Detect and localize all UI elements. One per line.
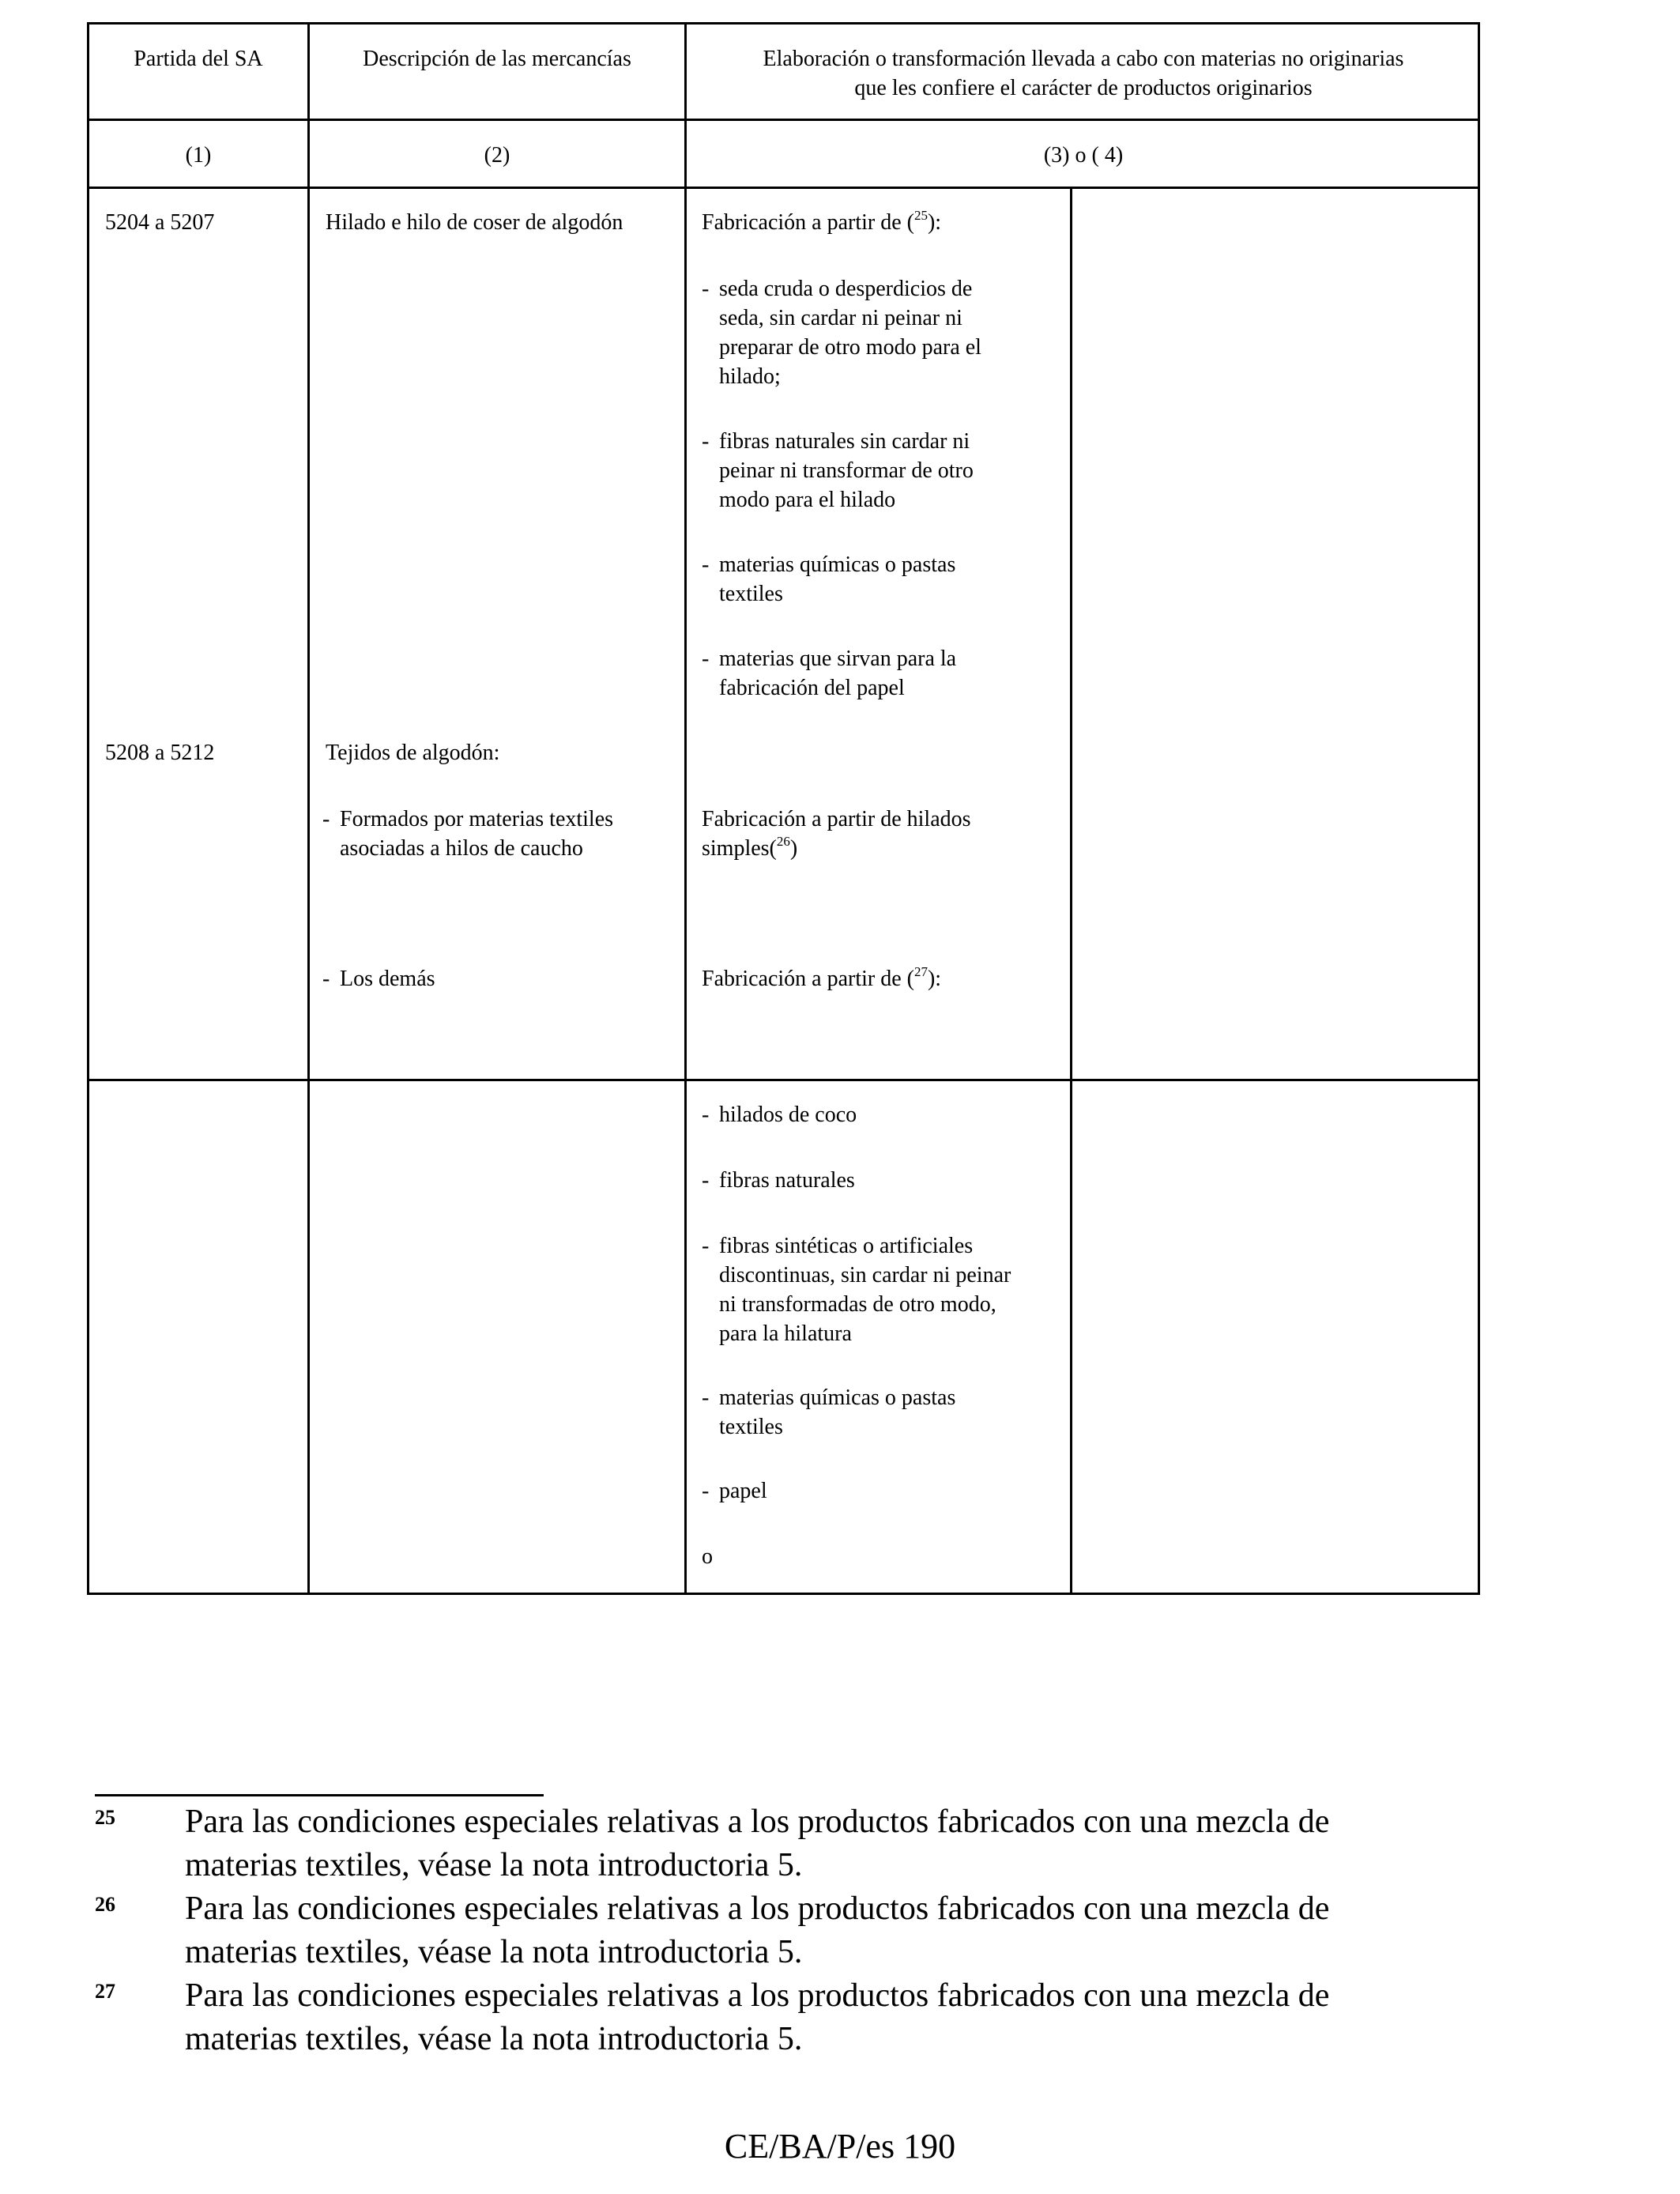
description-woven-fabrics: Tejidos de algodón:	[326, 741, 500, 765]
list-dash: -	[702, 552, 710, 577]
list-item	[322, 964, 435, 993]
list-item-line: fibras naturales	[719, 1168, 855, 1193]
list-item	[702, 1166, 855, 1195]
footnote-separator	[95, 1794, 544, 1796]
list-item-line: discontinuas, sin cardar ni peinar	[719, 1263, 1011, 1287]
header-processing-line1: Elaboración o transformación llevada a cabo con materias no originarias	[763, 47, 1404, 71]
list-item	[702, 274, 981, 391]
list-dash: -	[702, 1479, 710, 1503]
processing-rule-1	[702, 208, 941, 237]
list-item-line: Formados por materias textiles	[340, 807, 614, 831]
subheader-col1: (1)	[185, 143, 212, 168]
list-item-line: Los demás	[340, 967, 435, 991]
list-item	[702, 427, 974, 515]
processing-rule-2-end: )	[789, 836, 798, 861]
list-item-line: textiles	[719, 582, 783, 606]
hs-code-5204: 5204 a 5207	[105, 210, 215, 235]
list-item-line: asociadas a hilos de caucho	[340, 836, 583, 861]
list-dash: -	[322, 807, 330, 831]
list-item-line: papel	[719, 1479, 767, 1503]
processing-rule-3-text: Fabricación a partir de (	[702, 967, 914, 991]
table-rule	[87, 1079, 1480, 1081]
table-rule	[684, 22, 687, 1595]
table-rule	[307, 22, 310, 1595]
list-item-line: hilado;	[719, 364, 781, 389]
list-dash: -	[702, 1103, 710, 1127]
header-processing	[687, 44, 1480, 103]
subheader-col34: (3) o ( 4)	[1043, 143, 1124, 168]
footnote-line: Para las condiciones especiales relativas a los productos fabricados con una mezcla de	[185, 1804, 1330, 1840]
list-item-line: materias químicas o pastas	[719, 1385, 956, 1410]
list-item	[702, 1100, 857, 1129]
list-item-line: fibras sintéticas o artificiales	[719, 1234, 974, 1258]
list-item-line: modo para el hilado	[719, 488, 896, 512]
footnote-line: materias textiles, véase la nota introductoria 5.	[185, 1847, 803, 1883]
list-item-line: fabricación del papel	[719, 676, 905, 700]
list-item-line: fibras naturales sin cardar ni	[719, 429, 970, 454]
hs-code-5208: 5208 a 5212	[105, 741, 215, 765]
header-processing-line2: que les confiere el carácter de productos originarios	[854, 76, 1313, 100]
footnote-text	[185, 1974, 1489, 2061]
list-item-line: seda, sin cardar ni peinar ni	[719, 306, 962, 330]
list-dash: -	[702, 1234, 710, 1258]
footnote-text	[185, 1800, 1489, 1887]
footnote-line: Para las condiciones especiales relativas a los productos fabricados con una mezcla de	[185, 1977, 1330, 2014]
header-hs-heading: Partida del SA	[134, 47, 263, 71]
processing-rule-3	[702, 964, 941, 993]
processing-rule-1-end: ):	[927, 210, 942, 235]
footnote-ref-25: 25	[913, 208, 928, 223]
page-footer-reference: CE/BA/P/es 190	[724, 2127, 956, 2166]
table-rule	[1070, 187, 1072, 1595]
list-item-line: textiles	[719, 1415, 783, 1439]
list-item-line: materias químicas o pastas	[719, 552, 956, 577]
list-item-line: peinar ni transformar de otro	[719, 458, 974, 483]
footnote-number: 27	[95, 1980, 115, 2003]
list-item-line: preparar de otro modo para el	[719, 335, 981, 360]
list-item-line: ni transformadas de otro modo,	[719, 1292, 996, 1317]
footnote-ref-26: 26	[776, 834, 790, 849]
description-yarn: Hilado e hilo de coser de algodón	[326, 210, 623, 235]
processing-rule-2	[702, 805, 971, 863]
header-description: Descripción de las mercancías	[363, 47, 631, 71]
table-rule	[87, 187, 1480, 189]
list-dash: -	[702, 1385, 710, 1410]
list-item-line: materias que sirvan para la	[719, 647, 957, 671]
list-dash: -	[322, 967, 330, 991]
list-dash: -	[702, 277, 710, 301]
footnote-ref-27: 27	[913, 964, 928, 979]
list-dash: -	[702, 429, 710, 454]
list-item	[702, 550, 955, 609]
list-item	[702, 1476, 767, 1506]
list-item-line: seda cruda o desperdicios de	[719, 277, 973, 301]
alternative-or: o	[702, 1544, 713, 1569]
list-item	[322, 805, 613, 863]
list-item	[702, 644, 956, 703]
footnote-number: 26	[95, 1893, 115, 1916]
footnote-text	[185, 1887, 1489, 1974]
footnote-line: materias textiles, véase la nota introductoria 5.	[185, 2021, 803, 2057]
list-item	[702, 1383, 955, 1442]
list-item-line: para la hilatura	[719, 1321, 852, 1346]
processing-rule-3-end: ):	[927, 967, 942, 991]
footnote-number: 25	[95, 1806, 115, 1829]
processing-rule-1-text: Fabricación a partir de (	[702, 210, 914, 235]
processing-rule-2-text: simples(	[702, 836, 777, 861]
footnote-line: Para las condiciones especiales relativas a los productos fabricados con una mezcla de	[185, 1891, 1330, 1927]
table-rule	[87, 119, 1480, 121]
footnote-line: materias textiles, véase la nota introductoria 5.	[185, 1934, 803, 1970]
list-dash: -	[702, 647, 710, 671]
processing-rule-2-line1: Fabricación a partir de hilados	[702, 807, 971, 831]
list-dash: -	[702, 1168, 710, 1193]
list-item-line: hilados de coco	[719, 1103, 857, 1127]
subheader-col2: (2)	[484, 143, 510, 168]
processing-rule-2-line2	[702, 834, 971, 863]
list-item	[702, 1231, 1011, 1348]
